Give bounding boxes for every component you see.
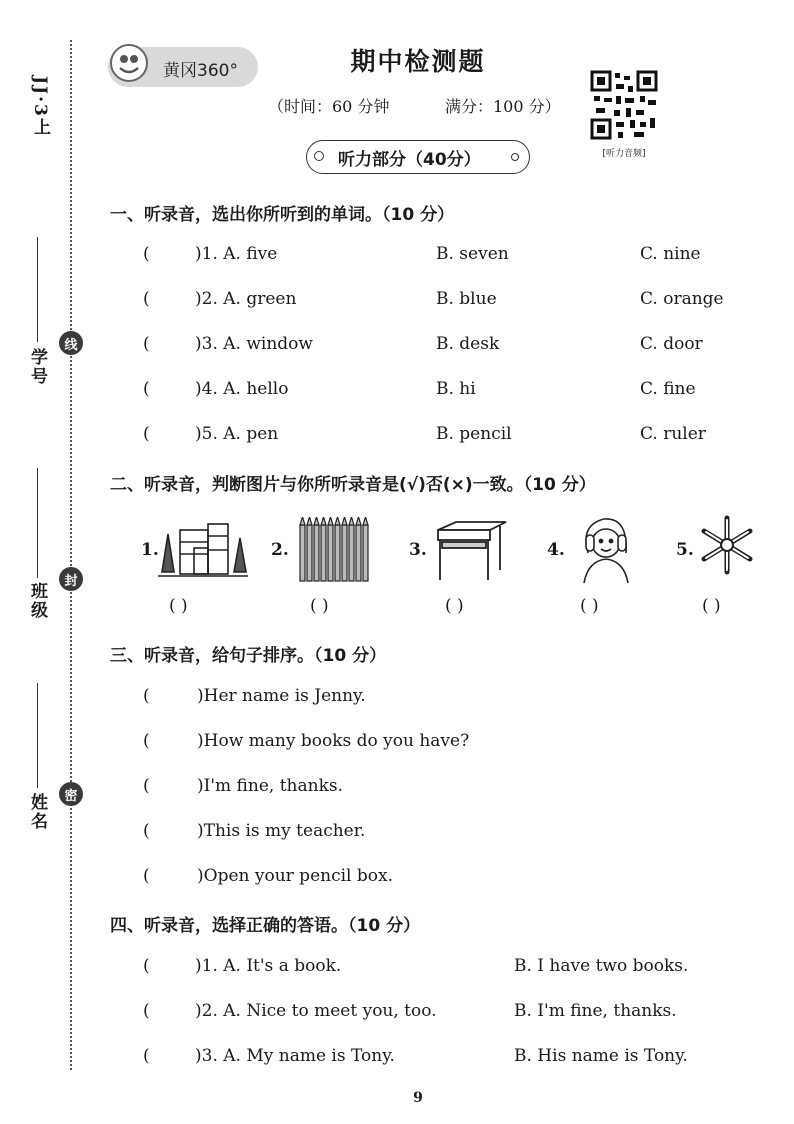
answer-paren[interactable]: ( xyxy=(143,956,150,976)
response-2-option-b: B. I'm fine, thanks. xyxy=(514,1001,677,1021)
seal-char-secret: 密 xyxy=(59,782,83,806)
section1-title: 一、听录音，选出你所听到的单词。（10 分） xyxy=(110,205,455,225)
answer-paren[interactable]: ( xyxy=(143,244,150,264)
answer-paren[interactable]: ( xyxy=(143,1001,150,1021)
answer-paren[interactable]: ( xyxy=(143,866,150,886)
response-1-option-b: B. I have two books. xyxy=(514,956,689,976)
question-2-option-c: C. orange xyxy=(640,289,724,309)
question-5-option-b: B. pencil xyxy=(436,424,512,444)
section3-title: 三、听录音，给句子排序。（10 分） xyxy=(110,646,387,666)
desk-icon xyxy=(434,520,508,582)
page-number: 9 xyxy=(413,1090,423,1106)
listening-part-title: 听力部分（40分） xyxy=(338,150,481,170)
response-3-option-a: )3. A. My name is Tony. xyxy=(195,1046,395,1066)
school-building-icon xyxy=(156,514,250,584)
question-3-option-b: B. desk xyxy=(436,334,500,354)
binding-cut-line xyxy=(70,40,72,1070)
answer-paren[interactable]: ( xyxy=(143,424,150,444)
question-3-option-c: C. door xyxy=(640,334,703,354)
class-label: 班级 xyxy=(27,582,47,620)
picture-answer-paren[interactable]: ( ) xyxy=(445,596,464,616)
answer-paren[interactable]: ( xyxy=(143,289,150,309)
question-5-option-a: )5. A. pen xyxy=(195,424,279,444)
answer-paren[interactable]: ( xyxy=(143,334,150,354)
question-1-option-a: )1. A. five xyxy=(195,244,278,264)
picture-number: 4. xyxy=(547,540,565,560)
student-id-line xyxy=(37,237,38,342)
exam-time: （时间：60 分钟 xyxy=(268,97,390,116)
question-4-option-a: )4. A. hello xyxy=(195,379,289,399)
sentence-item: )This is my teacher. xyxy=(197,821,366,841)
snowflake-icon xyxy=(697,514,757,576)
ring-icon xyxy=(314,151,324,161)
ring-icon xyxy=(511,153,519,161)
response-1-option-a: )1. A. It's a book. xyxy=(195,956,342,976)
class-line xyxy=(37,468,38,578)
sentence-item: )Her name is Jenny. xyxy=(197,686,366,706)
response-2-option-a: )2. A. Nice to meet you, too. xyxy=(195,1001,437,1021)
question-2-option-b: B. blue xyxy=(436,289,497,309)
seal-char-line: 线 xyxy=(59,331,83,355)
qr-code-icon[interactable] xyxy=(590,70,658,140)
answer-paren[interactable]: ( xyxy=(143,1046,150,1066)
student-id-label: 学号 xyxy=(27,348,47,386)
question-5-option-c: C. ruler xyxy=(640,424,706,444)
answer-paren[interactable]: ( xyxy=(143,686,150,706)
section2-title: 二、听录音，判断图片与你所听录音是(√)否(×)一致。（10 分） xyxy=(110,475,596,495)
section4-title: 四、听录音，选择正确的答语。（10 分） xyxy=(110,916,421,936)
question-4-option-c: C. fine xyxy=(640,379,696,399)
name-line xyxy=(37,683,38,788)
answer-paren[interactable]: ( xyxy=(143,776,150,796)
seal-char-seal: 封 xyxy=(59,567,83,591)
question-4-option-b: B. hi xyxy=(436,379,476,399)
picture-number: 5. xyxy=(676,540,694,560)
response-3-option-b: B. His name is Tony. xyxy=(514,1046,688,1066)
question-1-option-b: B. seven xyxy=(436,244,509,264)
question-1-option-c: C. nine xyxy=(640,244,701,264)
picture-answer-paren[interactable]: ( ) xyxy=(580,596,599,616)
qr-caption: [听力音频] xyxy=(602,149,646,159)
exam-score: 满分：100 分） xyxy=(445,97,561,116)
picture-number: 2. xyxy=(271,540,289,560)
question-2-option-a: )2. A. green xyxy=(195,289,297,309)
picture-number: 1. xyxy=(141,540,159,560)
picture-answer-paren[interactable]: ( ) xyxy=(310,596,329,616)
picture-number: 3. xyxy=(409,540,427,560)
sentence-item: )Open your pencil box. xyxy=(197,866,393,886)
girl-icon xyxy=(574,513,638,585)
name-label: 姓名 xyxy=(27,793,47,831)
grade-tag: JJ·3上 xyxy=(30,76,50,137)
sentence-item: )I'm fine, thanks. xyxy=(197,776,343,796)
sentence-item: )How many books do you have? xyxy=(197,731,470,751)
picture-answer-paren[interactable]: ( ) xyxy=(169,596,188,616)
question-3-option-a: )3. A. window xyxy=(195,334,313,354)
answer-paren[interactable]: ( xyxy=(143,731,150,751)
page-title: 期中检测题 xyxy=(350,47,486,76)
brand-name: 黄冈360° xyxy=(163,61,238,81)
answer-paren[interactable]: ( xyxy=(143,821,150,841)
answer-paren[interactable]: ( xyxy=(143,379,150,399)
pencils-icon xyxy=(298,517,374,583)
picture-answer-paren[interactable]: ( ) xyxy=(702,596,721,616)
